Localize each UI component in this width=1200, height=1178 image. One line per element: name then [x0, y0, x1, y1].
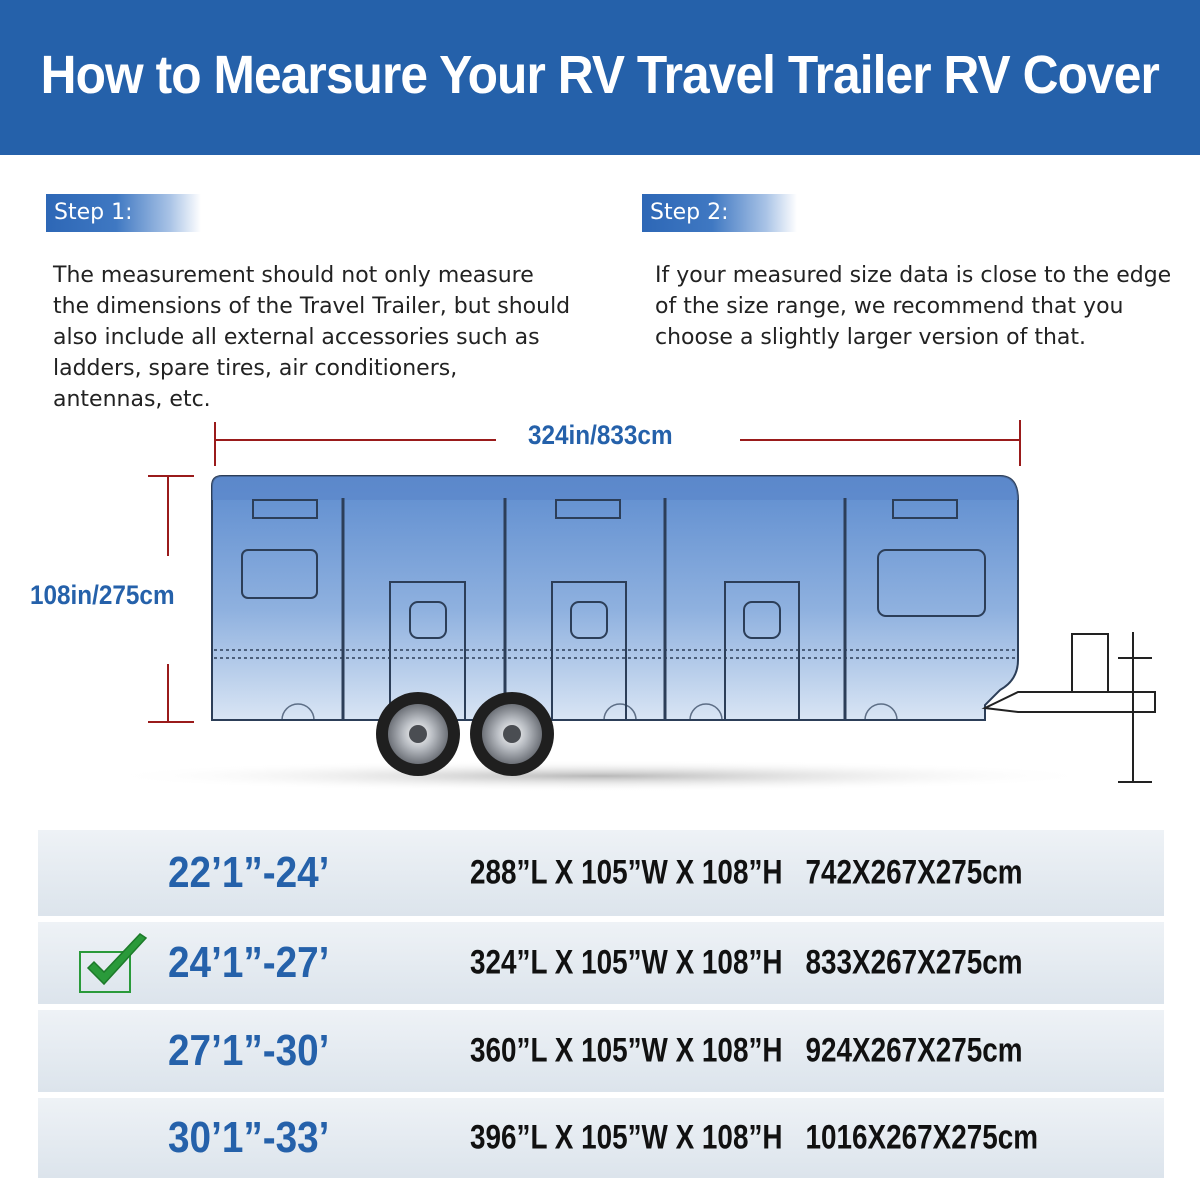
size-inches: 324”L X 105”W X 108”H [470, 943, 783, 982]
size-dimensions [470, 1032, 1023, 1071]
step-1-tag: Step 1: [46, 194, 201, 232]
page-title: How to Mearsure Your RV Travel Trailer RV Cover [40, 44, 1160, 105]
size-range: 27’1”-30’ [168, 1026, 330, 1075]
height-label: 108in/275cm [30, 580, 175, 610]
step-1-text: The measurement should not only measure the dimensions of the Travel Trailer, but should also include all external accessories such as ladders, spare tires, air conditioners, antennas, etc. [53, 263, 571, 412]
tire-rear [470, 692, 554, 776]
header-banner [0, 0, 1200, 155]
table-row [38, 1010, 1164, 1092]
trailer-diagram [0, 410, 1200, 810]
trailer-body [212, 476, 1018, 720]
size-range: 22’1”-24’ [168, 848, 330, 897]
size-dimensions [470, 944, 1023, 983]
size-inches: 288”L X 105”W X 108”H [470, 853, 783, 892]
size-inches: 360”L X 105”W X 108”H [470, 1031, 783, 1070]
ground-shadow [100, 760, 1100, 792]
table-row [38, 1098, 1164, 1178]
table-row [38, 830, 1164, 916]
size-cm: 1016X267X275cm [805, 1118, 1039, 1157]
table-row-selected [38, 922, 1164, 1004]
step-2-tag: Step 2: [642, 194, 797, 232]
size-range: 30’1”-33’ [168, 1113, 330, 1162]
length-label: 324in/833cm [528, 420, 673, 450]
checkmark-icon [78, 932, 150, 994]
size-cm: 742X267X275cm [805, 853, 1023, 892]
size-cm: 924X267X275cm [805, 1031, 1023, 1070]
tire-front [376, 692, 460, 776]
size-dimensions [470, 854, 1023, 893]
step-2-text: If your measured size data is close to the edge of the size range, we recommend that you choose a slightly larger version of that. [655, 263, 1172, 350]
size-range: 24’1”-27’ [168, 938, 330, 987]
size-cm: 833X267X275cm [805, 943, 1023, 982]
size-dimensions [470, 1119, 1038, 1158]
size-inches: 396”L X 105”W X 108”H [470, 1118, 783, 1157]
